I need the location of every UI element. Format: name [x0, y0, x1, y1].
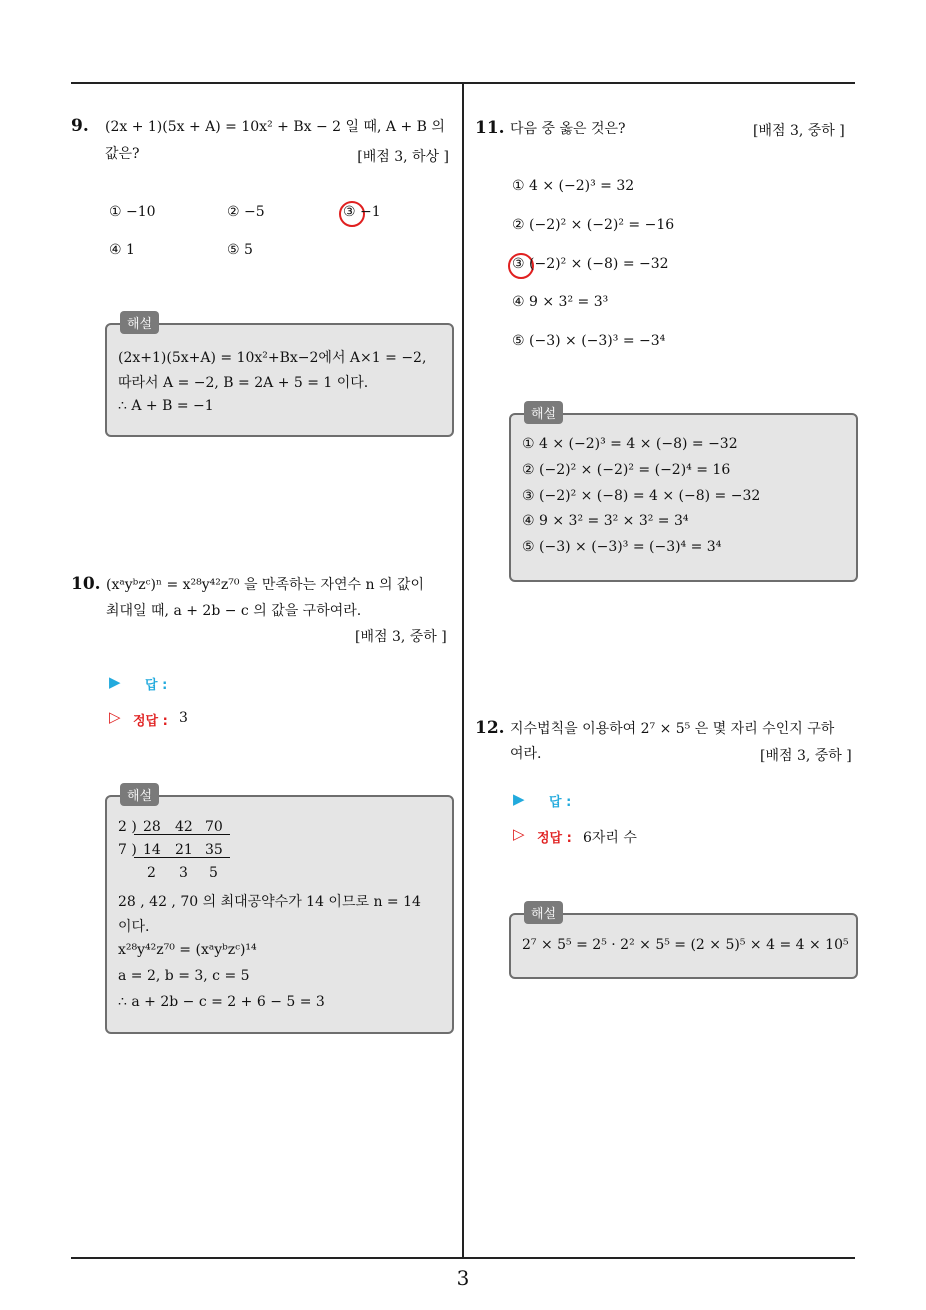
bottom-rule — [71, 1257, 855, 1259]
explanation-line: ∴ a + 2b − c = 2 + 6 − 5 = 3 — [118, 994, 325, 1010]
choice-1[interactable]: ① 4 × (−2)³ = 32 — [512, 178, 635, 194]
explanation-line: 따라서 A = −2, B = 2A + 5 = 1 이다. — [118, 375, 369, 391]
question-number: 9. — [71, 116, 89, 136]
score-meta: [배점 3, 중하 ] — [753, 123, 845, 139]
correct-marker-icon: ▷ — [109, 708, 121, 726]
choice-1[interactable]: ① −10 — [109, 204, 156, 220]
column-divider — [462, 83, 464, 1258]
explanation-line: ③ (−2)² × (−8) = 4 × (−8) = −32 — [522, 488, 761, 504]
explanation-label: 해설 — [524, 401, 563, 424]
division-value: 14 — [143, 842, 161, 858]
answer-label: 답 : — [145, 678, 168, 693]
correct-answer-value: 3 — [179, 710, 188, 726]
choice-3[interactable]: ③ −1 — [343, 204, 381, 220]
division-value: 70 — [205, 819, 223, 835]
question-text-cont: 값은? — [105, 146, 140, 162]
answer-marker-icon: ▶ — [109, 673, 121, 691]
question-number: 12. — [475, 718, 505, 738]
score-meta: [배점 3, 중하 ] — [355, 629, 447, 645]
choice-2[interactable]: ② (−2)² × (−2)² = −16 — [512, 217, 675, 233]
correct-marker-icon: ▷ — [513, 825, 525, 843]
division-value: 21 — [175, 842, 193, 858]
question-text: (2x + 1)(5x + A) = 10x² + Bx − 2 일 때, A + B 의 — [105, 119, 445, 135]
explanation-label: 해설 — [524, 901, 563, 924]
choice-2[interactable]: ② −5 — [227, 204, 265, 220]
explanation-line: 이다. — [118, 919, 150, 935]
explanation-line: 28 , 42 , 70 의 최대공약수가 14 이므로 n = 14 — [118, 894, 421, 910]
choice-4[interactable]: ④ 9 × 3² = 3³ — [512, 294, 609, 310]
explanation-line: x²⁸y⁴²z⁷⁰ = (xᵃyᵇzᶜ)¹⁴ — [118, 942, 257, 958]
explanation-label: 해설 — [120, 783, 159, 806]
explanation-label: 해설 — [120, 311, 159, 334]
correct-answer-value: 6자리 수 — [583, 830, 637, 846]
explanation-line: ① 4 × (−2)³ = 4 × (−8) = −32 — [522, 436, 738, 452]
division-value: 28 — [143, 819, 161, 835]
explanation-line: a = 2, b = 3, c = 5 — [118, 968, 250, 984]
division-divisor: 7 ) — [118, 842, 137, 858]
question-text-cont: 최대일 때, a + 2b − c 의 값을 구하여라. — [106, 603, 362, 619]
division-value: 3 — [179, 865, 188, 881]
correct-answer-label: 정답 : — [537, 831, 572, 846]
choice-4[interactable]: ④ 1 — [109, 242, 135, 258]
question-number: 11. — [475, 118, 505, 138]
division-value: 5 — [209, 865, 218, 881]
division-value: 35 — [205, 842, 223, 858]
division-value: 42 — [175, 819, 193, 835]
explanation-line: ⑤ (−3) × (−3)³ = (−3)⁴ = 3⁴ — [522, 539, 722, 555]
answer-label: 답 : — [549, 795, 572, 810]
explanation-line: 2⁷ × 5⁵ = 2⁵ · 2² × 5⁵ = (2 × 5)⁵ × 4 = 4 × 10⁵ — [522, 937, 849, 953]
explanation-line: ④ 9 × 3² = 3² × 3² = 3⁴ — [522, 513, 689, 529]
division-divisor: 2 ) — [118, 819, 137, 835]
explanation-line: ∴ A + B = −1 — [118, 398, 214, 414]
choice-5[interactable]: ⑤ (−3) × (−3)³ = −3⁴ — [512, 333, 666, 349]
correct-answer-label: 정답 : — [133, 714, 168, 729]
page-number: 3 — [456, 1266, 470, 1290]
question-text: 지수법칙을 이용하여 2⁷ × 5⁵ 은 몇 자리 수인지 구하 — [510, 721, 835, 737]
score-meta: [배점 3, 중하 ] — [760, 748, 852, 764]
answer-marker-icon: ▶ — [513, 790, 525, 808]
question-text: 다음 중 옳은 것은? — [510, 121, 626, 137]
explanation-line: (2x+1)(5x+A) = 10x²+Bx−2에서 A×1 = −2, — [118, 350, 427, 366]
score-meta: [배점 3, 하상 ] — [357, 149, 449, 165]
explanation-line: ② (−2)² × (−2)² = (−2)⁴ = 16 — [522, 462, 731, 478]
division-value: 2 — [147, 865, 156, 881]
question-number: 10. — [71, 574, 101, 594]
choice-3[interactable]: ③ (−2)² × (−8) = −32 — [512, 256, 669, 272]
question-text-cont: 여라. — [510, 746, 542, 762]
question-text: (xᵃyᵇzᶜ)ⁿ = x²⁸y⁴²z⁷⁰ 을 만족하는 자연수 n 의 값이 — [106, 577, 424, 593]
choice-5[interactable]: ⑤ 5 — [227, 242, 253, 258]
